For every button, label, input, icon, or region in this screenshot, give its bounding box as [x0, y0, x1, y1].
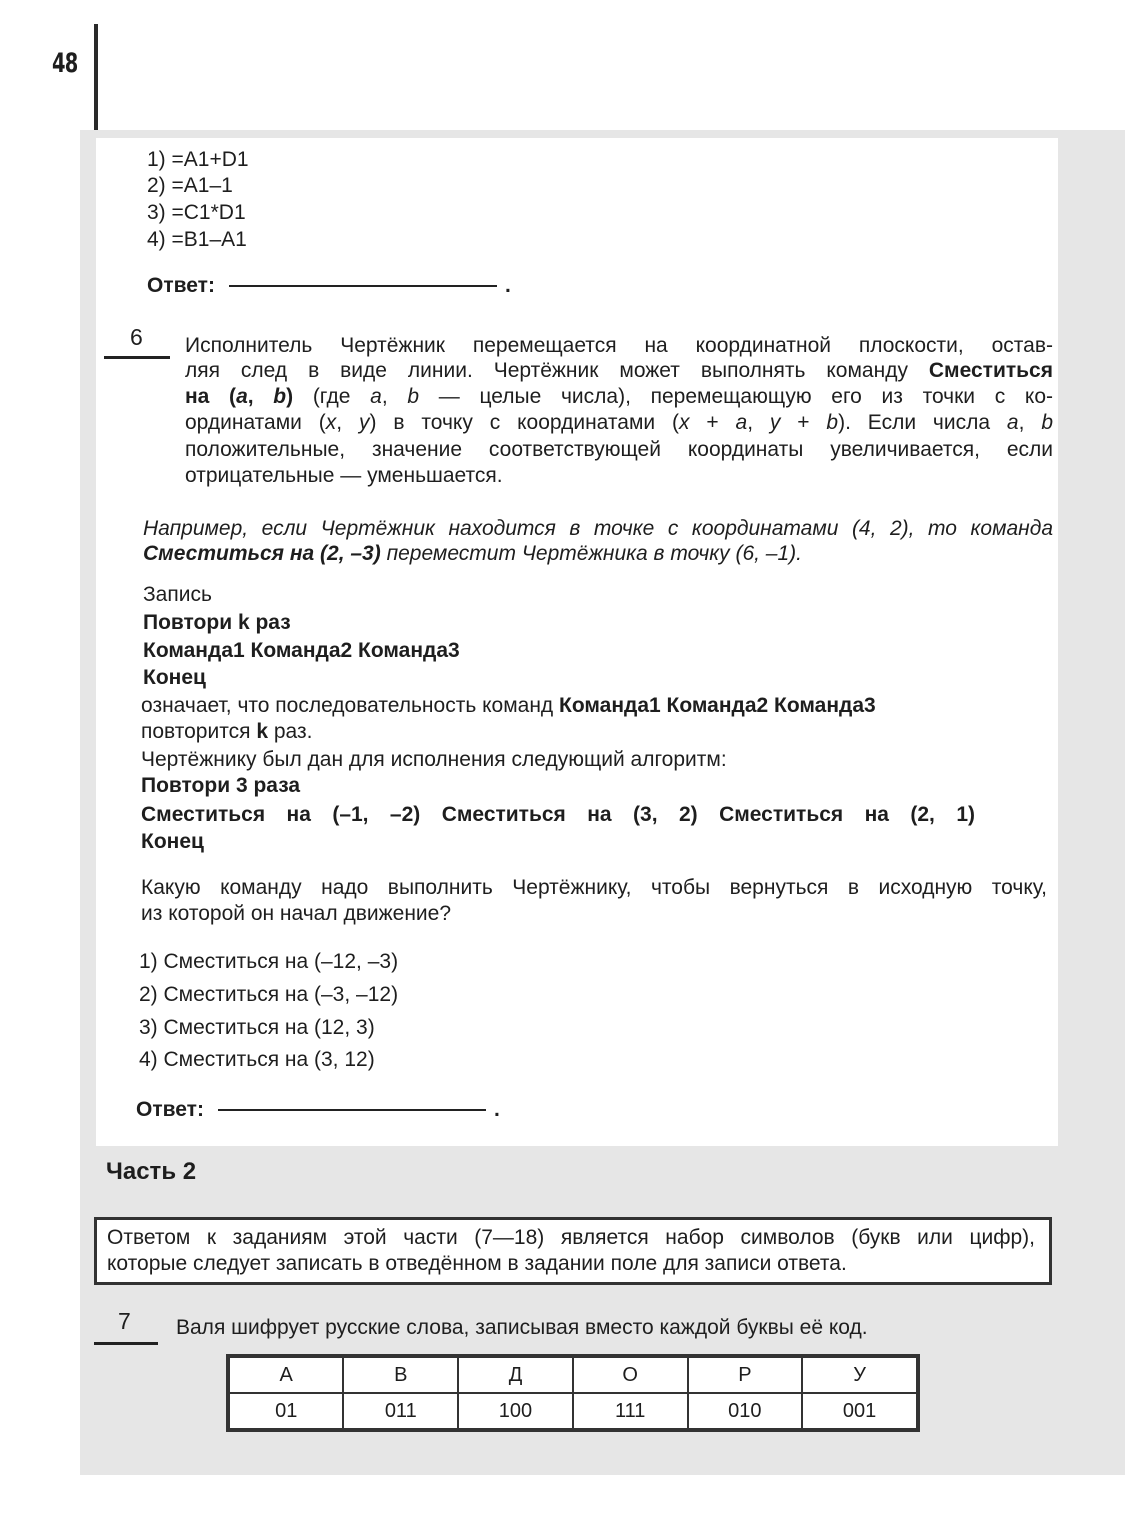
letters-row	[229, 1357, 917, 1393]
task6-option-3: 3) Сместиться на (12, 3)	[139, 1016, 375, 1039]
task5-option-4: 4) =B1–A1	[147, 228, 247, 251]
task6-option-4: 4) Сместиться на (3, 12)	[139, 1048, 375, 1071]
task6-line-3: на (a, b) (где a, b — целые числа), перемещающую его из точки с ко-	[185, 385, 1054, 408]
code-cell: 111	[573, 1393, 688, 1429]
answer-label: Ответ:	[147, 274, 215, 297]
letter-cell: В	[343, 1357, 458, 1393]
task5-option-1: 1) =A1+D1	[147, 148, 249, 171]
task5-option-2: 2) =A1–1	[147, 174, 233, 197]
question-line-1: Какую команду надо выполнить Чертёжнику, чтобы вернуться в исходную точку,	[141, 876, 1047, 899]
end-line: Конец	[143, 666, 206, 689]
page-number: 48	[52, 48, 78, 79]
task6-line-5: положительные, значение соответствующей координаты увеличивается, если	[185, 438, 1053, 461]
task6-option-2: 2) Сместиться на (–3, –12)	[139, 983, 399, 1006]
answer-label: Ответ:	[136, 1098, 204, 1121]
part2-info-line-1: Ответом к заданиям этой части (7—18) является набор символов (букв или цифр),	[107, 1226, 1035, 1249]
task6-number: 6	[130, 324, 143, 350]
given-line: Чертёжнику был дан для исполнения следующий алгоритм:	[141, 748, 727, 771]
task6-line-2: ляя след в виде линии. Чертёжник может выполнять команду Сместиться	[185, 359, 1053, 382]
letter-cell: О	[573, 1357, 688, 1393]
task6-example-line-2: Сместиться на (2, –3) переместит Чертёжника в точку (6, –1).	[143, 542, 802, 565]
task6-line-1: Исполнитель Чертёжник перемещается на координатной плоскости, остав-	[185, 334, 1053, 357]
part2-info-line-2: которые следует записать в отведённом в задании поле для записи ответа.	[107, 1252, 847, 1275]
letter-cell: Д	[458, 1357, 573, 1393]
means-line: означает, что последовательность команд Команда1 Команда2 Команда3	[141, 694, 876, 717]
header-rule	[94, 24, 98, 130]
part2-title: Часть 2	[106, 1158, 197, 1185]
repeat-3-line: Повтори 3 раза	[141, 774, 301, 797]
task7-text: Валя шифрует русские слова, записывая вместо каждой буквы её код.	[176, 1316, 868, 1339]
task6-number-rule	[104, 356, 170, 359]
task5-option-3: 3) =C1*D1	[147, 201, 246, 224]
record-label: Запись	[143, 583, 212, 606]
repeat-k-line: Повтори k раз	[143, 611, 291, 634]
task5-answer-line: Ответ: .	[147, 274, 511, 297]
task6-answer-line: Ответ: .	[136, 1098, 500, 1121]
letter-cell: А	[229, 1357, 343, 1393]
task7-number: 7	[118, 1308, 131, 1334]
question-line-2: из которой он начал движение?	[141, 902, 452, 925]
code-cell: 010	[688, 1393, 803, 1429]
answer-blank[interactable]	[218, 1109, 486, 1111]
repeats-line: повторится k раз.	[141, 720, 313, 743]
commands-line: Команда1 Команда2 Команда3	[143, 639, 460, 662]
code-cell: 01	[229, 1393, 343, 1429]
task6-line-4: ординатами (x, y) в точку с координатами (x + a, y + b). Если числа a, b	[185, 411, 1054, 434]
letter-cell: У	[802, 1357, 917, 1393]
task6-option-1: 1) Сместиться на (–12, –3)	[139, 950, 399, 973]
task7-number-rule	[94, 1342, 158, 1345]
task6-example-line-1: Например, если Чертёжник находится в точке с координатами (4, 2), то команда	[143, 517, 1053, 540]
letter-cell: Р	[688, 1357, 803, 1393]
letter-code-table	[228, 1356, 918, 1430]
algorithm-line: Сместиться на (–1, –2) Сместиться на (3, 2) Сместиться на (2, 1)	[141, 803, 975, 826]
code-cell: 100	[458, 1393, 573, 1429]
end-line-2: Конец	[141, 830, 204, 853]
task6-line-6: отрицательные — уменьшается.	[185, 464, 503, 487]
codes-row	[229, 1393, 917, 1429]
code-cell: 011	[343, 1393, 458, 1429]
code-cell: 001	[802, 1393, 917, 1429]
part2-info-box	[94, 1217, 1052, 1285]
answer-blank[interactable]	[229, 285, 497, 287]
